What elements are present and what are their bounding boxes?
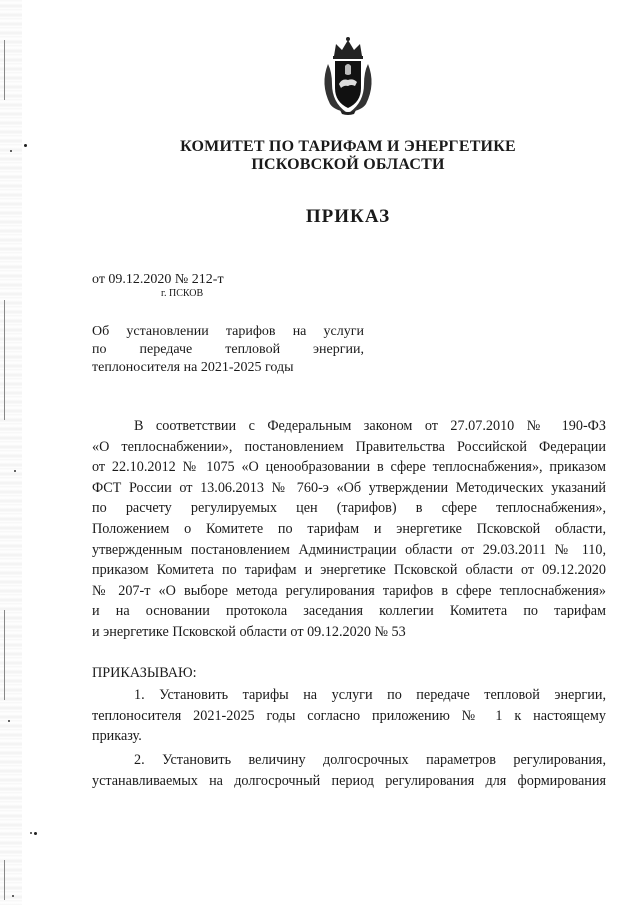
subject-line: Об установлении тарифов на услуги <box>92 324 364 339</box>
document-date-number: от 09.12.2020 № 212-т <box>92 272 224 287</box>
subject-line: по передаче тепловой энергии, <box>92 342 364 357</box>
paragraph-line: ФСТ России от 13.06.2013 № 760-э «Об утверждении Методических указаний <box>92 479 606 496</box>
paragraph-line: устанавливаемых на долгосрочный период регулирования для формирования <box>92 772 606 789</box>
paragraph-line: приказу. <box>92 728 142 745</box>
order-item-2 <box>92 750 606 791</box>
subject-line: теплоносителя на 2021-2025 годы <box>92 360 294 375</box>
preamble-paragraph <box>92 416 606 643</box>
paragraph-line: 1. Установить тарифы на услуги по передаче тепловой энергии, <box>134 687 606 703</box>
committee-title-line1: КОМИТЕТ ПО ТАРИФАМ И ЭНЕРГЕТИКЕ <box>180 138 516 155</box>
scan-mark <box>34 832 37 835</box>
paragraph-line: 2. Установить величину долгосрочных параметров регулирования, <box>134 752 606 768</box>
scan-dot <box>10 150 12 152</box>
paragraph-line: теплоносителя 2021-2025 годы согласно приложению № 1 к настоящему <box>92 707 606 724</box>
paragraph-line: «О теплоснабжении», постановлением Правительства Российской Федерации <box>92 438 606 455</box>
scan-edge-artifact <box>0 0 22 905</box>
document-type-title: ПРИКАЗ <box>305 206 391 227</box>
paragraph-line: по расчету регулируемых цен (тарифов) в сфере теплоснабжения», <box>92 500 606 517</box>
paragraph-line: № 207-т «О выборе метода регулирования тарифов в сфере теплоснабжения» <box>92 582 606 599</box>
paragraph-line: от 22.10.2012 № 1075 «О ценообразовании в сфере теплоснабжения», приказом <box>92 459 606 476</box>
order-word-text: ПРИКАЗЫВАЮ: <box>92 665 197 681</box>
scan-line-artifact <box>4 40 5 100</box>
document-subject <box>92 323 364 377</box>
paragraph-line: приказом Комитета по тарифам и энергетике Псковской области от 09.12.2020 <box>92 562 606 579</box>
scan-dot <box>30 832 32 834</box>
committee-title-line2: ПСКОВСКОЙ ОБЛАСТИ <box>251 156 445 173</box>
order-word <box>92 663 606 684</box>
scan-dot <box>14 470 16 472</box>
paragraph-line: В соответствии с Федеральным законом от 27.07.2010 № 190-ФЗ <box>134 418 606 434</box>
scan-line-artifact <box>4 860 5 900</box>
order-item-1 <box>92 685 606 747</box>
paragraph-line: и энергетике Псковской области от 09.12.2020 № 53 <box>92 623 406 640</box>
scan-mark <box>24 144 27 147</box>
scan-dot <box>12 895 14 897</box>
scan-line-artifact <box>4 300 5 420</box>
scan-dot <box>8 720 10 722</box>
document-city: г. ПСКОВ <box>161 288 204 299</box>
scan-line-artifact <box>4 610 5 700</box>
paragraph-line: Положением о Комитете по тарифам и энергетике Псковской области, <box>92 520 606 537</box>
paragraph-line: и на основании протокола заседания коллегии Комитета по тарифам <box>92 603 606 620</box>
pskov-coat-of-arms-icon <box>318 36 378 116</box>
paragraph-line: утвержденным постановлением Администрации области от 29.03.2011 № 110, <box>92 541 606 558</box>
